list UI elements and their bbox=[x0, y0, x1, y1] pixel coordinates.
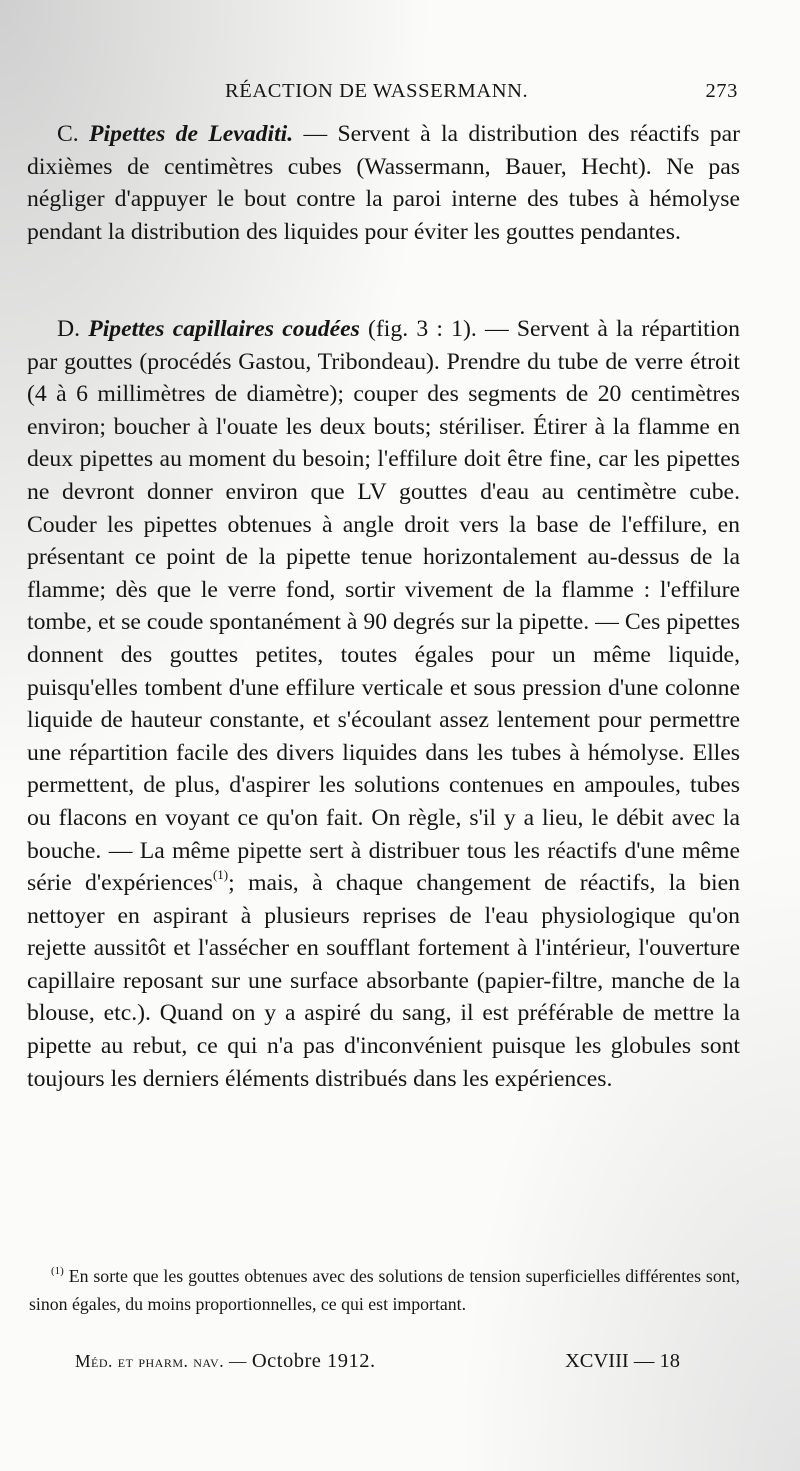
paragraph-c bbox=[27, 118, 740, 248]
running-header bbox=[225, 80, 738, 103]
paragraph-d bbox=[27, 313, 740, 1095]
running-title: RÉACTION DE WASSERMANN. bbox=[225, 80, 529, 102]
page-number: 273 bbox=[705, 80, 738, 102]
section-label-d: D. bbox=[57, 316, 81, 342]
issue-date: Octobre 1912. bbox=[251, 1350, 376, 1372]
journal-line bbox=[75, 1350, 376, 1373]
section-title-c: Pipettes de Levaditi. bbox=[89, 121, 294, 147]
section-label-c: C. bbox=[57, 121, 79, 147]
signature-mark: XCVIII — 18 bbox=[564, 1350, 680, 1372]
footnote-reference[interactable]: (1) bbox=[212, 867, 229, 883]
section-title-d: Pipettes capillaires coudées bbox=[88, 316, 360, 342]
footnote-text: En sorte que les gouttes obtenues avec des solutions de tension superficielles différentes sont, sinon égales, du moins proportionnelles, ce qui est important. bbox=[29, 1266, 740, 1314]
section-text-d-part2: ; mais, à chaque changement de réactifs, la bien nettoyer en aspirant à plusieurs reprises de l'eau physiologique qu'on rejette aussitôt et l'assécher en soufflant fortement à l'intérieur, l'ouverture capillaire reposant sur une surface absorbante (papier-filtre, manche de la blouse, etc.). Quand on y a aspiré du sang, il est préférable de mettre la pipette au rebut, ce qui n'a pas d'inconvénient puisque les globules sont toujours les derniers éléments distribués dans les expériences. bbox=[27, 870, 740, 1092]
page-footer bbox=[75, 1350, 680, 1373]
journal-name: Méd. et pharm. nav. — bbox=[75, 1351, 252, 1371]
footnote bbox=[29, 1262, 740, 1318]
section-text-d-part1: (fig. 3 : 1). — Servent à la répartition par gouttes (procédés Gastou, Tribondeau). Prendre du tube de verre étroit (4 à 6 millimètres de diamètre); couper des segments de 20 centimètres environ; boucher à l'ouate les deux bouts; stériliser. Étirer à la flamme en deux pipettes au moment du besoin; l'effilure doit être fine, car les pipettes ne devront donner environ que LV gouttes d'eau au centimètre cube. Couder les pipettes obtenues à angle droit vers la base de l'effilure, en présentant ce point de la pipette tenue horizontalement au-dessus de la flamme; dès que le verre fond, sortir vivement de la flamme : l'effilure tombe, et se coude spontanément à 90 degrés sur la pipette. — Ces pipettes donnent des gouttes petites, toutes égales pour un même liquide, puisqu'elles tombent d'une effilure verticale et sous pression d'une colonne liquide de hauteur constante, et s'écoulant assez lentement pour permettre une répartition facile des divers liquides dans les tubes à hémolyse. Elles permettent, de plus, d'aspirer les solutions contenues en ampoules, tubes ou flacons en voyant ce qu'on fait. On règle, s'il y a lieu, le débit avec la bouche. — La même pipette sert à distribuer tous les réactifs d'une même série d'expériences bbox=[27, 316, 740, 897]
footnote-marker: (1) bbox=[51, 1265, 64, 1277]
section-text-c: — Servent à la distribution des réactifs par dixièmes de centimètres cubes (Wassermann, Bauer, Hecht). Ne pas négliger d'appuyer le bout contre la paroi interne des tubes à hémolyse pendant la distribution des liquides pour éviter les gouttes pendantes. bbox=[27, 121, 741, 245]
